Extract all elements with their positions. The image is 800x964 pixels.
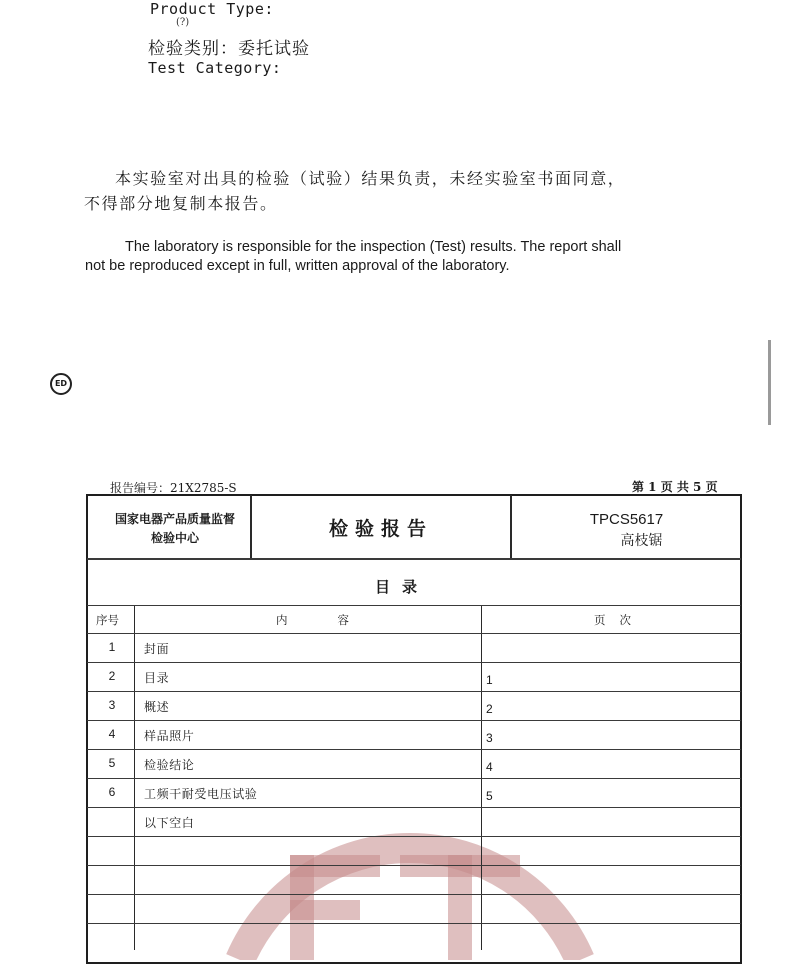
row-number: 6 <box>108 785 116 799</box>
page-info: 第 1 页 共 5 页 <box>632 480 718 494</box>
row-line <box>87 865 741 866</box>
row-line <box>87 633 741 634</box>
row-content: 样品照片 <box>144 729 195 743</box>
row-number: 3 <box>108 698 116 712</box>
column-header-page: 页次 <box>594 613 645 627</box>
row-content: 以下空白 <box>144 816 195 830</box>
column-header-no: 序号 <box>96 613 119 627</box>
org-name-line1: 国家电器产品质量监督 <box>114 512 235 526</box>
row-content: 概述 <box>144 700 170 714</box>
row-content: 目录 <box>144 671 170 685</box>
report-title: 检验报告 <box>328 518 433 540</box>
row-line <box>87 691 741 692</box>
row-content: 工频干耐受电压试验 <box>144 787 258 801</box>
statement-cn-line2: 不得部分地复制本报告。 <box>84 194 278 213</box>
toc-title-line <box>87 605 741 606</box>
statement-cn-line1: 本实验室对出具的检验（试验）结果负责，未经实验室书面同意， <box>115 169 626 188</box>
row-line <box>87 836 741 837</box>
row-content: 封面 <box>144 642 170 656</box>
product-name: 高枝锯 <box>620 533 663 549</box>
org-name-line2: 检验中心 <box>150 531 199 545</box>
row-line <box>87 807 741 808</box>
row-content: 检验结论 <box>144 758 195 772</box>
row-number: 5 <box>108 756 116 770</box>
ed-stamp-icon: ED <box>50 373 72 395</box>
test-category-en: Test Category: <box>148 59 282 77</box>
product-type-value: (?) <box>176 17 190 28</box>
row-page: 4 <box>486 760 493 774</box>
row-line <box>87 894 741 895</box>
row-number: 2 <box>108 669 116 683</box>
row-page: 5 <box>486 789 493 803</box>
org-name <box>100 510 250 548</box>
statement-en-line2: not be reproduced except in full, written approval of the laboratory. <box>85 258 510 274</box>
row-page: 3 <box>486 731 493 745</box>
row-number: 4 <box>108 727 116 741</box>
statement-en-line1: The laboratory is responsible for the inspection (Test) results. The report shall <box>125 239 622 255</box>
header-bottom-line <box>87 558 741 560</box>
row-line <box>87 923 741 924</box>
column-header-content: 内容 <box>276 613 399 627</box>
row-page: 2 <box>486 702 493 716</box>
row-number: 1 <box>108 640 116 654</box>
test-category-cn: 检验类别：委托试验 <box>148 39 310 59</box>
row-line <box>87 778 741 779</box>
product-type-label: Product Type: <box>150 0 274 18</box>
row-page: 1 <box>486 673 493 687</box>
row-line <box>87 662 741 663</box>
report-number: 报告编号：21X2785-S <box>110 481 237 495</box>
toc-title: 目录 <box>374 578 429 596</box>
product-code: TPCS5617 <box>589 511 664 528</box>
row-line <box>87 720 741 721</box>
row-line <box>87 749 741 750</box>
scan-edge-divider <box>768 340 771 425</box>
